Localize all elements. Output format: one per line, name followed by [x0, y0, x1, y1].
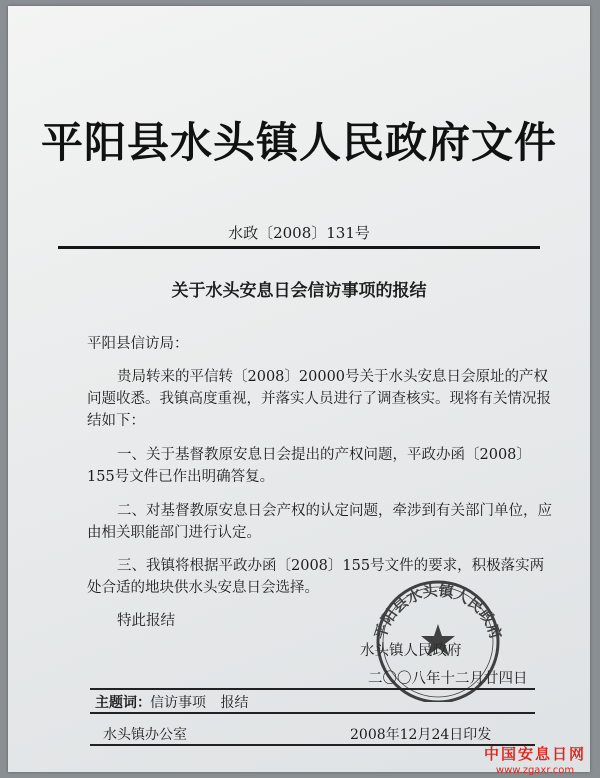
subject-title: 关于水头安息日会信访事项的报结 [171, 281, 427, 301]
paragraph-intro: 贵局转来的平信转〔2008〕20000号关于水头安息日会原址的产权问题收悉。我镇高度重视，并落实人员进行了调查核实。现将有关情况报结如下： [87, 369, 551, 429]
document-header-title: 平阳县水头镇人民政府文件 [40, 118, 557, 167]
header-divider [58, 246, 540, 249]
footer-issue-date: 2008年12月24日印发 [350, 727, 492, 743]
footer-rule [90, 744, 535, 746]
official-seal-stamp [362, 572, 514, 702]
site-watermark [484, 743, 586, 776]
closing-text: 特此报结 [117, 613, 175, 629]
topic-top-rule [90, 688, 535, 690]
watermark-url: www.zgaxr.com [495, 765, 575, 776]
topic-items: 信访事项 报结 [150, 695, 249, 711]
document-page [8, 6, 590, 772]
signature-org: 水头镇人民政府 [360, 643, 462, 659]
paragraph-item-2: 二、对基督教原安息日会产权的认定问题，牵涉到有关部门单位，应由相关职能部门进行认定。 [87, 503, 552, 541]
topic-label: 主题词： [95, 695, 151, 711]
paragraph-item-1: 一、关于基督教原安息日会提出的产权问题，平政办函〔2008〕155号文件已作出明确答复。 [87, 447, 531, 485]
recipient: 平阳县信访局： [87, 336, 189, 352]
signature-date: 二〇〇八年十二月廿四日 [368, 671, 528, 687]
topic-bottom-rule [90, 712, 535, 714]
paragraph-item-3: 三、我镇将根据平政办函〔2008〕155号文件的要求，积极落实两处合适的地块供水头安息日会选择。 [87, 558, 545, 596]
footer-office: 水头镇办公室 [103, 727, 187, 743]
seal-star-icon [421, 624, 455, 656]
document-number: 水政〔2008〕131号 [228, 224, 370, 242]
watermark-name: 中国安息日网 [483, 745, 586, 763]
seal-text: 平阳县水头镇人民政府 [371, 581, 505, 642]
